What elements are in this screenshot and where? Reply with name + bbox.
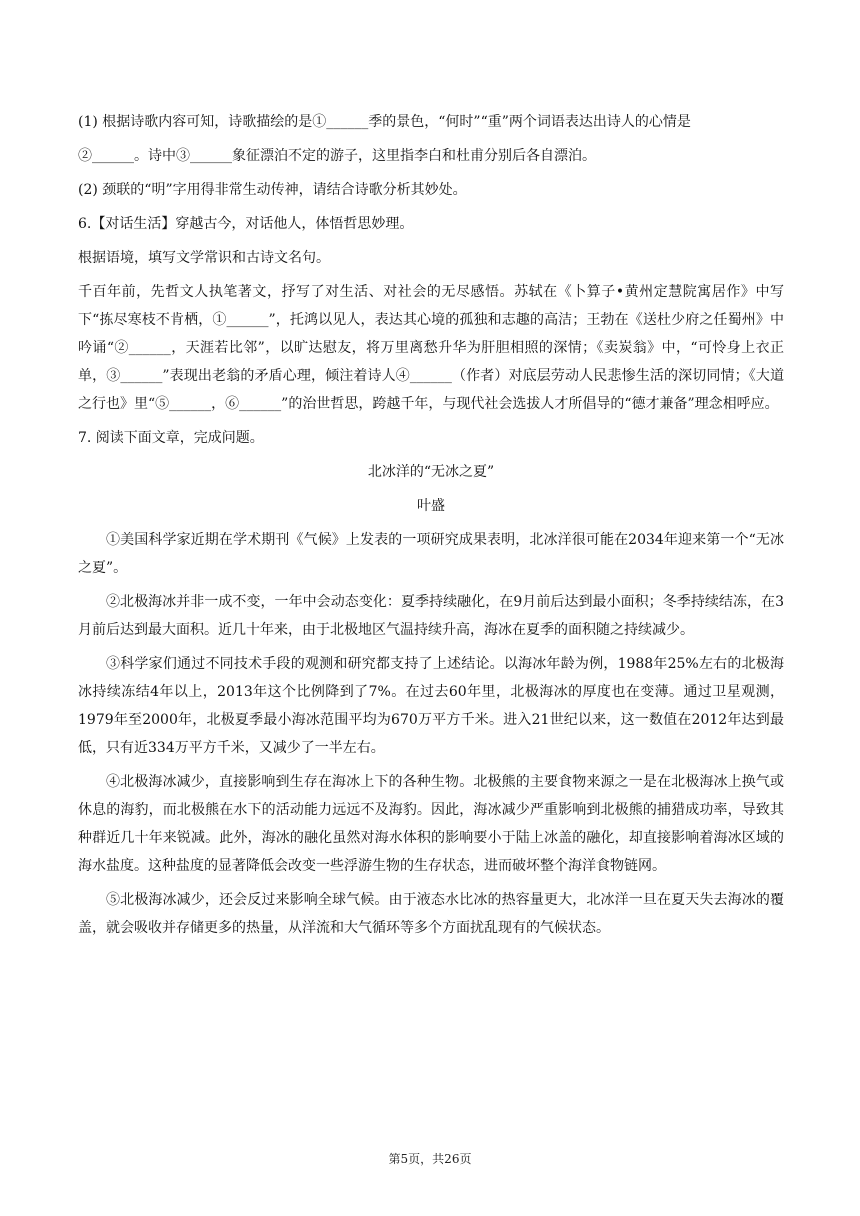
article-paragraph-2: ②北极海冰并非一成不变，一年中会动态变化：夏季持续融化，在9月前后达到最小面积；冬季持续结冻，在3月前后达到最大面积。近几十年来，由于北极地区气温持续升高，海冰在夏季的面积随之持续减少。 — [78, 594, 784, 638]
article-paragraph-3: ③科学家们通过不同技术手段的观测和研究都支持了上述结论。以海冰年龄为例，1988年25%左右的北极海冰持续冻结4年以上，2013年这个比例降到了7%。在过去60年里，北极海冰的厚度也在变薄。通过卫星观测，1979年至2000年，北极夏季最小海冰范围平均为670万平方千米。进入21世纪以来，这一数值在2012年达到最低，只有近334万平方千米，又减少了一半左右。 — [78, 656, 784, 756]
article-paragraph-1: ①美国科学家近期在学术期刊《气候》上发表的一项研究成果表明，北冰洋很可能在2034年迎来第一个“无冰之夏”。 — [78, 532, 784, 576]
question-6-passage: 千百年前，先哲文人执笔著文，抒写了对生活、对社会的无尽感悟。苏轼在《卜算子•黄州定慧院寓居作》中写下“拣尽寒枝不肯栖，①______”，托鸿以见人，表达其心境的孤独和志趣的高洁；王勃在《送杜少府之任蜀州》中吟诵“②______，天涯若比邻”，以旷达慰友，将万里离愁升华为肝胆相照的深情；《卖炭翁》中，“可怜身上衣正单，③______”表现出老翁的矛盾心理，倾注着诗人④______（作者）对底层劳动人民悲惨生活的深切同情；《大道之行也》里“⑤______，⑥______”的治世哲思，跨越千年，与现代社会选拔人才所倡导的“德才兼备”理念相呼应。 — [78, 284, 784, 412]
page-footer: 第5页，共26页 — [388, 1152, 472, 1166]
document-page — [78, 108, 784, 948]
question-7-title: 7. 阅读下面文章，完成问题。 — [78, 430, 264, 446]
question-6-title: 6.【对话生活】穿越古今，对话他人，体悟哲思妙理。 — [78, 216, 414, 232]
article-paragraph-5: ⑤北极海冰减少，还会反过来影响全球气候。由于液态水比冰的热容量更大，北冰洋一旦在夏天失去海冰的覆盖，就会吸收并存储更多的热量，从洋流和大气循环等多个方面扰乱现有的气候状态。 — [78, 892, 784, 936]
article-title: 北冰洋的“无冰之夏” — [367, 464, 495, 480]
article-paragraph-4: ④北极海冰减少，直接影响到生存在海冰上下的各种生物。北极熊的主要食物来源之一是在北极海冰上换气或休息的海豹，而北极熊在水下的活动能力远远不及海豹。因此，海冰减少严重影响到北极熊的捕猎成功率，导致其种群近几十年来锐减。此外，海冰的融化虽然对海水体积的影响要小于陆上冰盖的融化，却直接影响着海冰区域的海水盐度。这种盐度的显著降低会改变一些浮游生物的生存状态，进而破坏整个海洋食物链网。 — [78, 774, 784, 874]
question-5-1-line1: (1) 根据诗歌内容可知，诗歌描绘的是①______季的景色，“何时”“重”两个词语表达出诗人的心情是 — [78, 114, 691, 130]
question-5-1-line2: ②______。诗中③______象征漂泊不定的游子，这里指李白和杜甫分别后各自漂泊。 — [78, 148, 596, 164]
question-6-instruction: 根据语境，填写文学常识和古诗文名句。 — [78, 250, 330, 266]
article-author: 叶盛 — [417, 498, 445, 514]
question-5-2: (2) 颈联的“明”字用得非常生动传神，请结合诗歌分析其妙处。 — [78, 182, 467, 198]
